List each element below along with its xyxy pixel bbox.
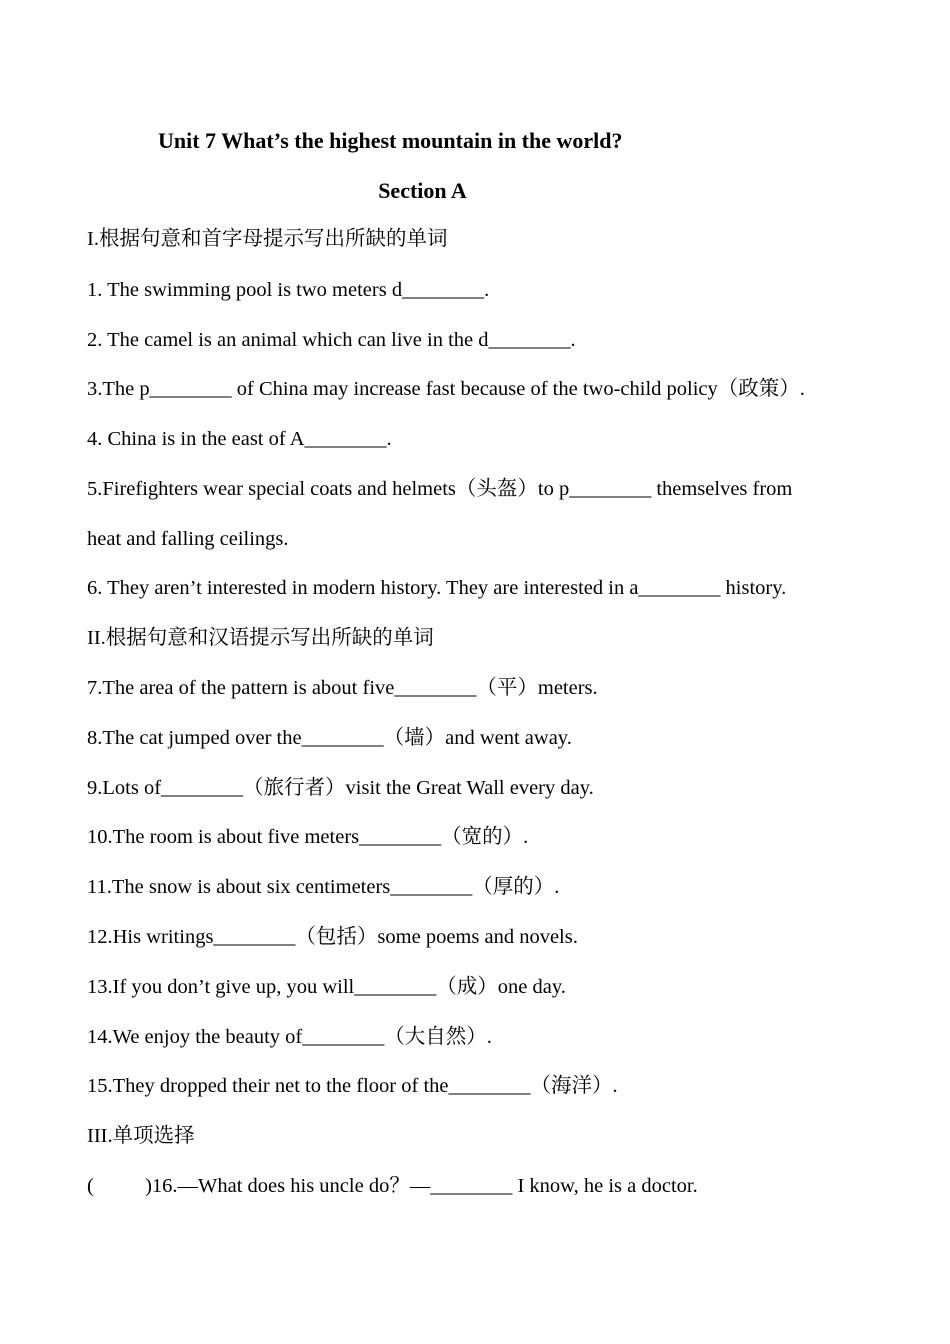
- question-8: 8.The cat jumped over the________（墙）and went away.: [87, 727, 572, 749]
- question-15: 15.They dropped their net to the floor of the________（海洋）.: [87, 1075, 618, 1097]
- part1-heading: I.根据句意和首字母提示写出所缺的单词: [87, 228, 448, 250]
- part3-heading: III.单项选择: [87, 1125, 195, 1147]
- question-2: 2. The camel is an animal which can live in the d________.: [87, 329, 576, 351]
- question-6: 6. They aren’t interested in modern history. They are interested in a________ history.: [87, 577, 787, 599]
- question-16: ( )16.—What does his uncle do？—________ I know, he is a doctor.: [87, 1175, 698, 1197]
- part2-heading: II.根据句意和汉语提示写出所缺的单词: [87, 627, 434, 649]
- question-12: 12.His writings________（包括）some poems and novels.: [87, 926, 578, 948]
- question-1: 1. The swimming pool is two meters d________.: [87, 279, 490, 301]
- question-5-continued: heat and falling ceilings.: [87, 528, 289, 550]
- question-13: 13.If you don’t give up, you will________（成）one day.: [87, 976, 566, 998]
- section-title: Section A: [378, 178, 467, 203]
- question-3: 3.The p________ of China may increase fast because of the two-child policy（政策）.: [87, 378, 805, 400]
- question-14: 14.We enjoy the beauty of________（大自然）.: [87, 1026, 492, 1048]
- question-5: 5.Firefighters wear special coats and helmets（头盔）to p________ themselves from: [87, 478, 793, 500]
- question-11: 11.The snow is about six centimeters________（厚的）.: [87, 876, 560, 898]
- question-10: 10.The room is about five meters________（宽的）.: [87, 826, 529, 848]
- page-title: Unit 7 What’s the highest mountain in the world?: [158, 128, 623, 153]
- question-4: 4. China is in the east of A________.: [87, 428, 392, 450]
- question-7: 7.The area of the pattern is about five________（平）meters.: [87, 677, 598, 699]
- question-9: 9.Lots of________（旅行者）visit the Great Wall every day.: [87, 777, 594, 799]
